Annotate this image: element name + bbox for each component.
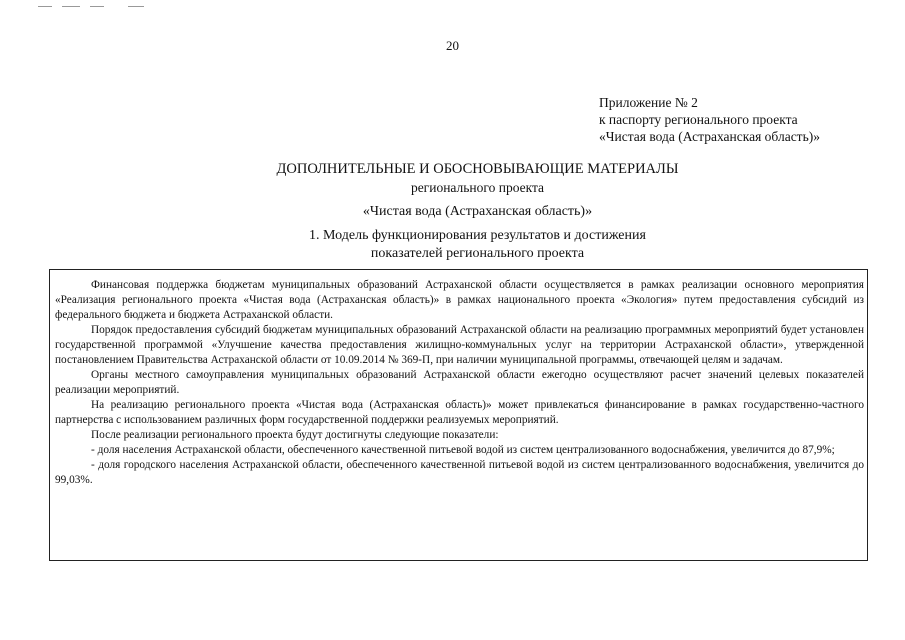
paragraph-partnership: На реализацию регионального проекта «Чистая вода (Астраханская область)» может привлекаться финансирование в рамках государственно-частного партнерства с использованием различных форм государственной поддержки реализуемых мероприятий.	[55, 399, 864, 426]
scan-mark	[90, 6, 104, 7]
scan-mark	[62, 6, 80, 7]
indicator-item: - доля населения Астраханской области, обеспеченного качественной питьевой водой из систем централизованного водоснабжения, увеличится до 87,9%;	[91, 444, 835, 456]
document-subtitle: регионального проекта	[410, 180, 545, 195]
appendix-note	[599, 94, 820, 145]
scan-mark	[38, 6, 52, 7]
paragraph-financing: Финансовая поддержка бюджетам муниципальных образований Астраханской области осуществляется в рамках реализации основного мероприятия «Реализация регионального проекта «Чистая вода (Астраханская область)» в рамках национального проекта «Экология» путем предоставления субсидий из федерального бюджета и бюджета Астраханской области.	[55, 279, 864, 321]
section-title-continued: показателей регионального проекта	[370, 246, 585, 261]
appendix-line: «Чистая вода (Астраханская область)»	[599, 129, 820, 144]
content-box	[49, 269, 868, 561]
appendix-line: Приложение № 2	[599, 95, 698, 110]
project-name: «Чистая вода (Астраханская область)»	[362, 204, 593, 219]
paragraph-local-authorities: Органы местного самоуправления муниципальных образований Астраханской области ежегодно осуществляют расчет значений целевых показателей реализации мероприятий.	[55, 369, 864, 396]
appendix-line: к паспорту регионального проекта	[599, 112, 798, 127]
indicator-item: - доля городского населения Астраханской области, обеспеченного качественной питьевой водой из систем централизованного водоснабжения, увеличится до 99,03%.	[55, 459, 864, 486]
page-number: 20	[446, 38, 459, 53]
section-title: 1. Модель функционирования результатов и достижения	[309, 228, 646, 243]
document-title: ДОПОЛНИТЕЛЬНЫЕ И ОБОСНОВЫВАЮЩИЕ МАТЕРИАЛЫ	[276, 161, 679, 177]
scan-mark	[128, 6, 144, 7]
paragraph-subsidy-procedure: Порядок предоставления субсидий бюджетам муниципальных образований Астраханской области на реализацию программных мероприятий будет установлен государственной программой «Улучшение качества предоставления жилищно-коммунальных услуг на территории Астраханской области», утвержденной постановлением Правительства Астраханской области от 10.09.2014 № 369-П, при наличии муниципальной программы, отвечающей целям и задачам.	[55, 324, 864, 366]
paragraph-indicators-intro: После реализации регионального проекта будут достигнуты следующие показатели:	[91, 429, 499, 441]
